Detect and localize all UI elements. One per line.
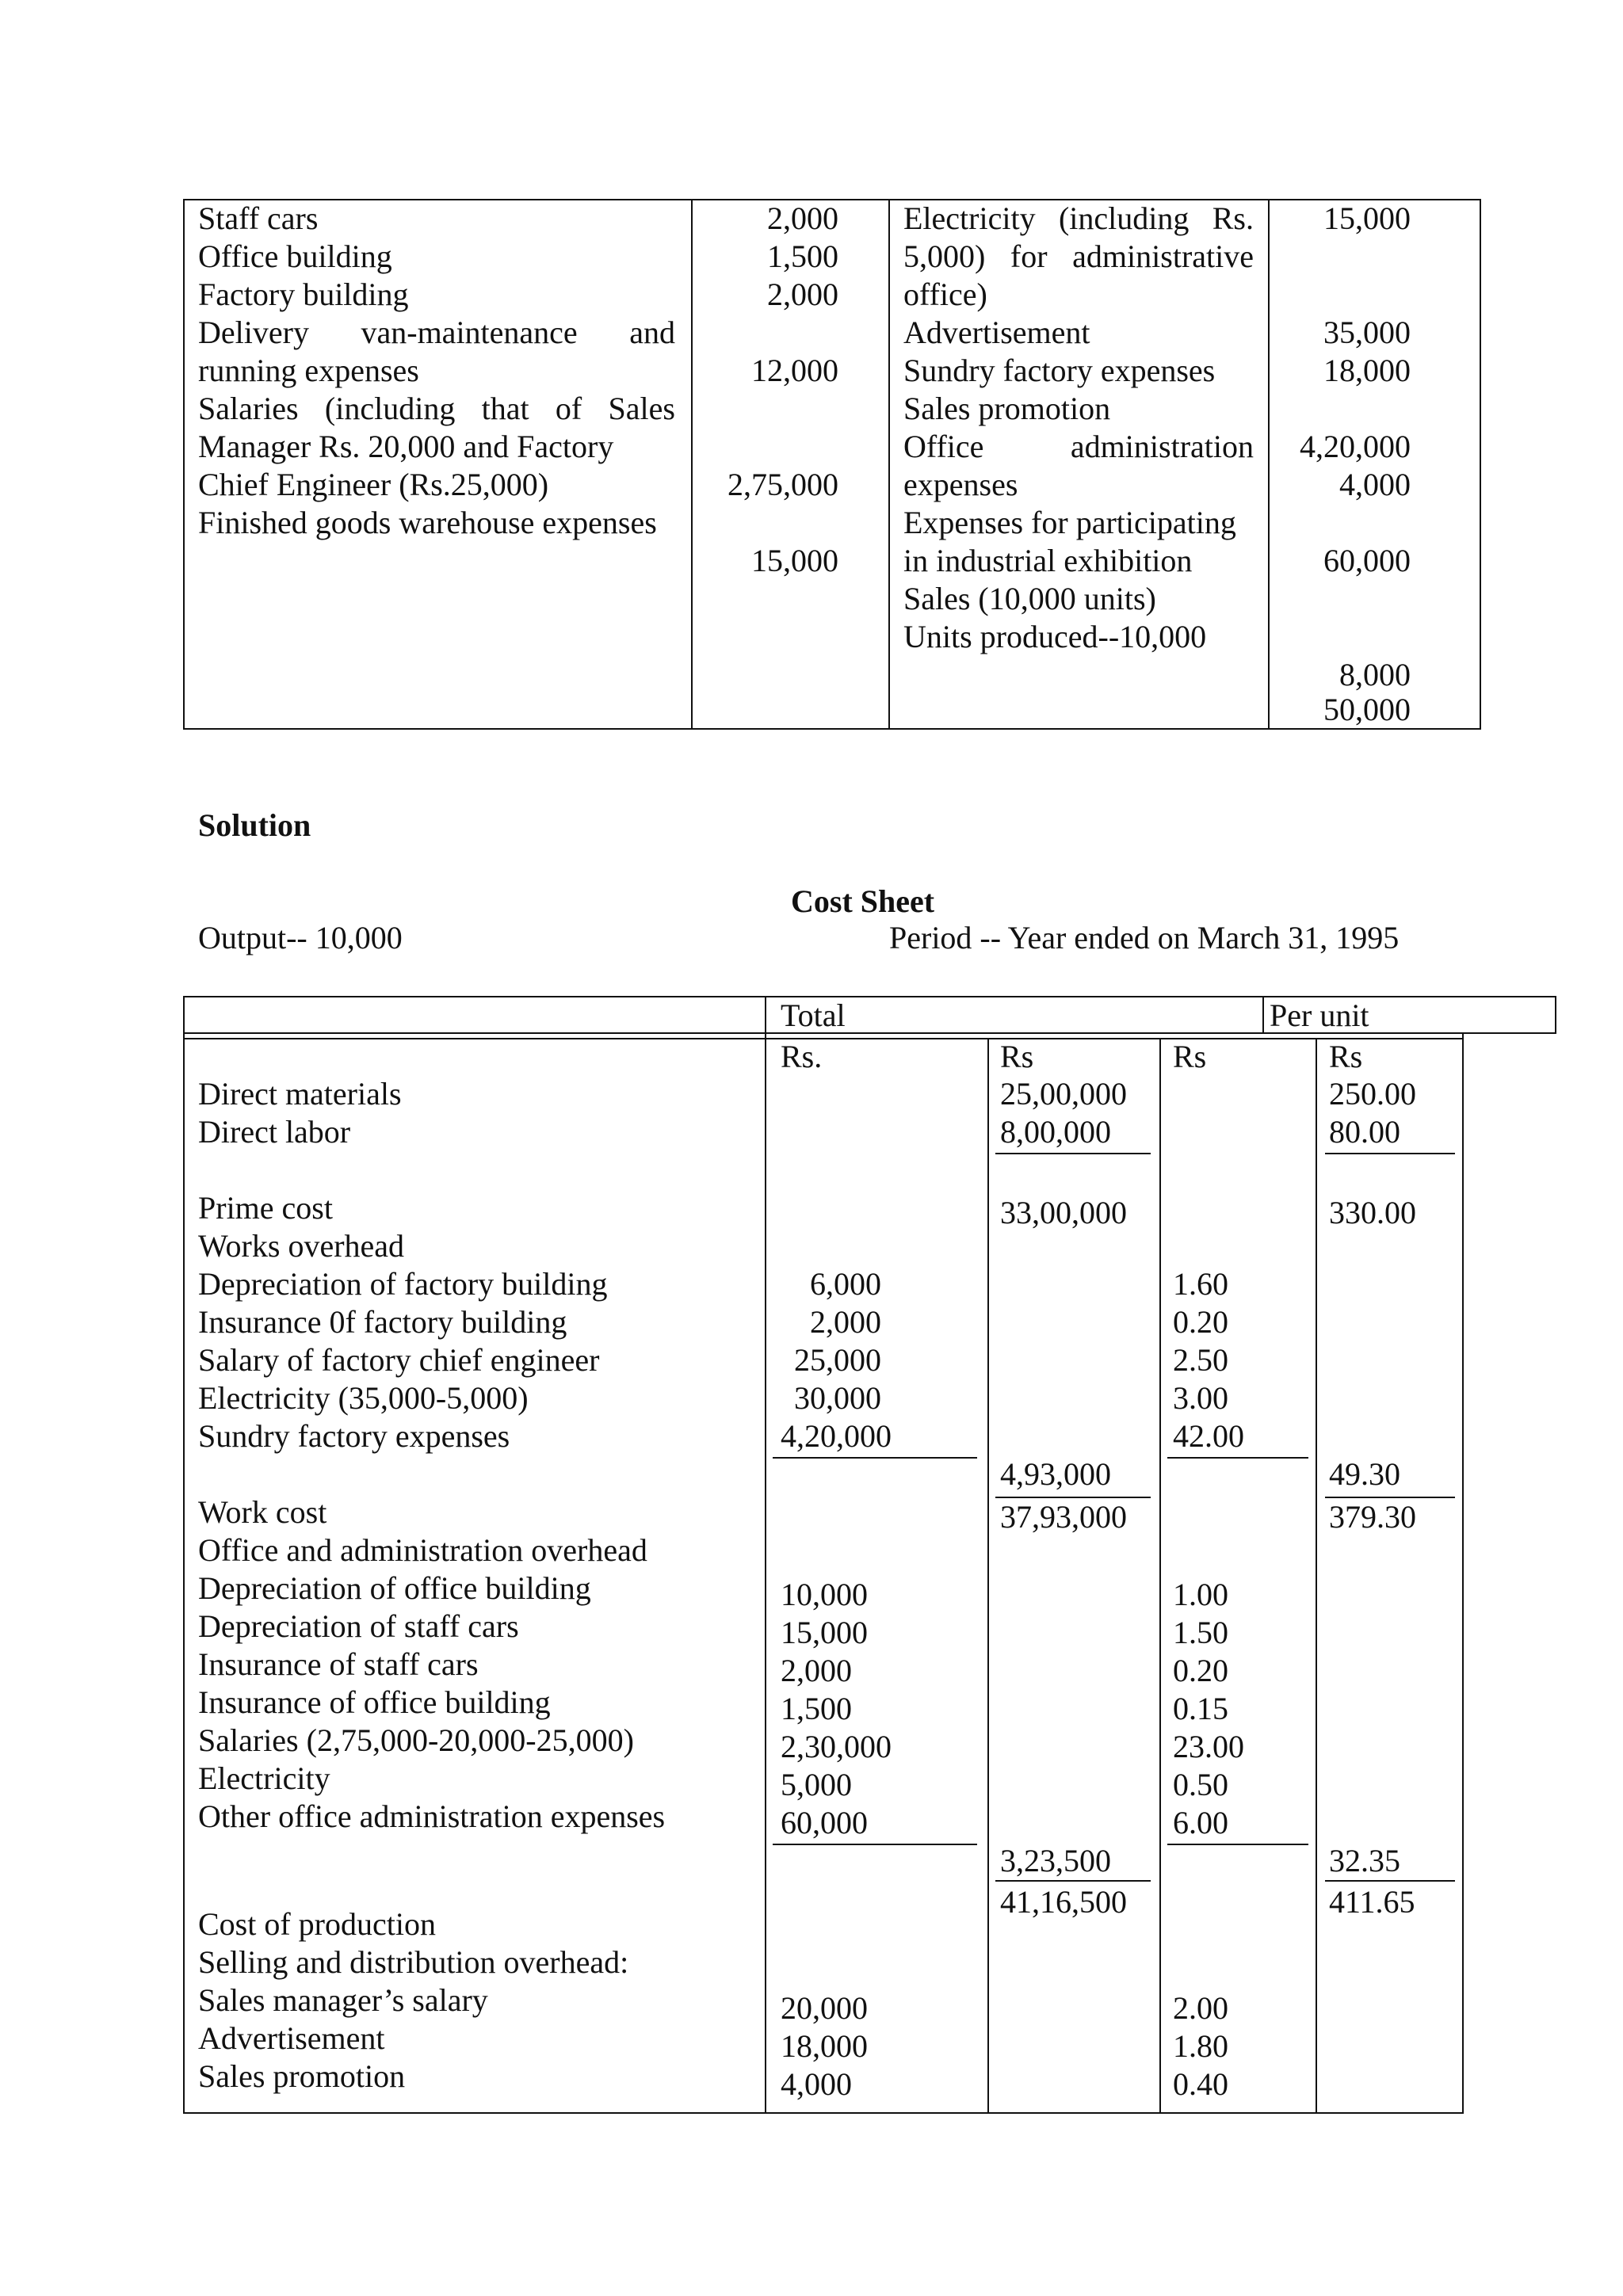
total-value: 5,000 — [781, 1767, 852, 1802]
right-value: 50,000 — [1323, 692, 1411, 727]
left-item: Office building — [198, 238, 392, 274]
row-label: Cost of production — [198, 1906, 436, 1942]
row-label: Other office administration expenses — [198, 1798, 666, 1834]
header-total: Total — [781, 997, 846, 1033]
subtotal-value: 8,00,000 — [1000, 1114, 1111, 1150]
left-value: 2,000 — [767, 277, 838, 312]
row-label: Depreciation of staff cars — [198, 1608, 519, 1644]
subtotal-value: 3,23,500 — [1000, 1843, 1111, 1878]
unit-value: 0.20 — [1173, 1304, 1228, 1340]
unit-subtotal: 330.00 — [1329, 1195, 1416, 1230]
unit-value: 23.00 — [1173, 1729, 1244, 1764]
right-value: 35,000 — [1323, 315, 1411, 350]
right-item: in industrial exhibition — [903, 543, 1193, 578]
right-value: 8,000 — [1339, 657, 1411, 692]
row-label: Electricity (35,000-5,000) — [198, 1380, 529, 1416]
cost-sheet-title: Cost Sheet — [791, 883, 935, 919]
subtotal-value: 37,93,000 — [1000, 1499, 1127, 1535]
left-item: Staff cars — [198, 200, 319, 236]
total-value: 15,000 — [781, 1615, 868, 1650]
unit-value: 3.00 — [1173, 1380, 1228, 1416]
right-value: 60,000 — [1323, 543, 1411, 578]
left-value: 12,000 — [751, 353, 838, 388]
left-value: 1,500 — [767, 238, 838, 274]
header-per-unit: Per unit — [1270, 997, 1369, 1033]
right-item: office) — [903, 277, 987, 312]
left-value: 15,000 — [751, 543, 838, 578]
unit-value: 0.50 — [1173, 1767, 1228, 1802]
unit-value: 2.00 — [1173, 1990, 1228, 2026]
right-value: 4,20,000 — [1300, 429, 1411, 464]
unit-subtotal: 250.00 — [1329, 1076, 1416, 1112]
row-label: Advertisement — [198, 2020, 385, 2056]
unit-value: 1.60 — [1173, 1266, 1228, 1302]
header-rs: Rs — [1173, 1039, 1207, 1074]
unit-value: 0.15 — [1173, 1691, 1228, 1726]
left-item: Finished goods warehouse expenses — [198, 505, 657, 540]
row-label: Work cost — [198, 1494, 327, 1530]
row-label: Selling and distribution overhead: — [198, 1944, 629, 1980]
right-item: Office administration — [903, 429, 1254, 464]
header-rs: Rs — [1000, 1039, 1034, 1074]
left-value: 2,000 — [767, 200, 838, 236]
unit-value: 1.80 — [1173, 2028, 1228, 2064]
total-value: 1,500 — [781, 1691, 852, 1726]
left-item: Delivery van-maintenance and — [198, 315, 675, 350]
unit-value: 0.20 — [1173, 1653, 1228, 1688]
unit-value: 42.00 — [1173, 1418, 1244, 1454]
output-label: Output-- 10,000 — [198, 920, 403, 955]
right-item: 5,000) for administrative — [903, 238, 1254, 274]
right-value: 15,000 — [1323, 200, 1411, 236]
unit-subtotal: 49.30 — [1329, 1456, 1400, 1492]
row-label: Direct labor — [198, 1114, 351, 1150]
total-value: 30,000 — [794, 1380, 881, 1416]
row-label: Electricity — [198, 1760, 330, 1796]
total-value: 6,000 — [810, 1266, 881, 1302]
total-value: 25,000 — [794, 1342, 881, 1378]
unit-subtotal: 80.00 — [1329, 1114, 1400, 1150]
subtotal-value: 41,16,500 — [1000, 1884, 1127, 1920]
row-label: Depreciation of factory building — [198, 1266, 608, 1302]
left-value: 2,75,000 — [727, 467, 838, 502]
left-item: running expenses — [198, 353, 419, 388]
row-label: Insurance 0f factory building — [198, 1304, 567, 1340]
total-value: 4,20,000 — [781, 1418, 892, 1454]
unit-value: 1.00 — [1173, 1577, 1228, 1612]
row-label: Office and administration overhead — [198, 1532, 647, 1568]
total-value: 10,000 — [781, 1577, 868, 1612]
row-label: Sundry factory expenses — [198, 1418, 510, 1454]
right-item: Sales promotion — [903, 391, 1111, 426]
row-label: Insurance of staff cars — [198, 1646, 479, 1682]
right-value: 18,000 — [1323, 353, 1411, 388]
subtotal-value: 33,00,000 — [1000, 1195, 1127, 1230]
period-label: Period -- Year ended on March 31, 1995 — [889, 920, 1400, 955]
row-label: Sales manager’s salary — [198, 1982, 488, 2018]
header-rs: Rs — [1329, 1039, 1363, 1074]
row-label: Works overhead — [198, 1228, 405, 1264]
row-label: Sales promotion — [198, 2058, 406, 2094]
total-value: 2,000 — [810, 1304, 881, 1340]
left-item: Salaries (including that of Sales — [198, 391, 675, 426]
unit-subtotal: 411.65 — [1329, 1884, 1415, 1920]
row-label: Salary of factory chief engineer — [198, 1342, 600, 1378]
row-label: Direct materials — [198, 1076, 402, 1112]
row-label: Insurance of office building — [198, 1684, 551, 1720]
right-item: Expenses for participating — [903, 505, 1236, 540]
right-item: Units produced--10,000 — [903, 619, 1207, 654]
unit-value: 0.40 — [1173, 2066, 1228, 2102]
total-value: 60,000 — [781, 1805, 868, 1840]
total-value: 2,30,000 — [781, 1729, 892, 1764]
right-item: Sales (10,000 units) — [903, 581, 1156, 616]
row-label: Depreciation of office building — [198, 1570, 591, 1606]
right-item: Electricity (including Rs. — [903, 200, 1254, 236]
right-item: Advertisement — [903, 315, 1090, 350]
solution-heading: Solution — [198, 807, 311, 843]
total-value: 20,000 — [781, 1990, 868, 2026]
unit-value: 1.50 — [1173, 1615, 1228, 1650]
right-item: expenses — [903, 467, 1018, 502]
total-value: 2,000 — [781, 1653, 852, 1688]
unit-subtotal: 379.30 — [1329, 1499, 1416, 1535]
row-label: Prime cost — [198, 1190, 333, 1226]
left-item: Chief Engineer (Rs.25,000) — [198, 467, 549, 502]
unit-value: 6.00 — [1173, 1805, 1228, 1840]
unit-value: 2.50 — [1173, 1342, 1228, 1378]
total-value: 4,000 — [781, 2066, 852, 2102]
right-value: 4,000 — [1339, 467, 1411, 502]
header-rs: Rs. — [781, 1039, 823, 1074]
left-item: Factory building — [198, 277, 409, 312]
right-item: Sundry factory expenses — [903, 353, 1216, 388]
left-item: Manager Rs. 20,000 and Factory — [198, 429, 614, 464]
subtotal-value: 25,00,000 — [1000, 1076, 1127, 1112]
row-label: Salaries (2,75,000-20,000-25,000) — [198, 1722, 634, 1758]
subtotal-value: 4,93,000 — [1000, 1456, 1111, 1492]
total-value: 18,000 — [781, 2028, 868, 2064]
unit-subtotal: 32.35 — [1329, 1843, 1400, 1878]
